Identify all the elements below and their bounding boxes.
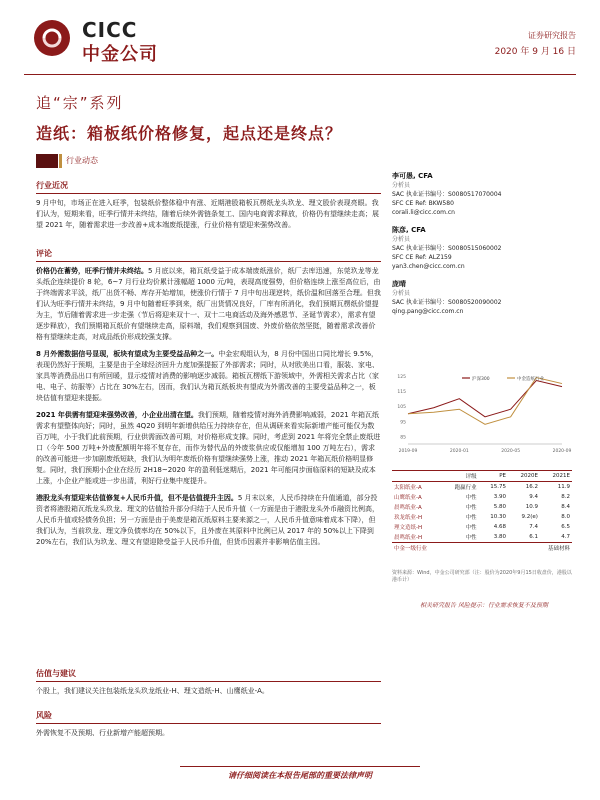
section-valuation xyxy=(36,668,381,697)
analyst-name: 庞晴 xyxy=(392,280,406,288)
analyst-email[interactable]: yan3.chen@cicc.com.cn xyxy=(392,263,465,270)
valuation-text: 个股上，我们建议关注包装纸龙头玖龙纸业-H、理文造纸-H、山鹰纸业-A。 xyxy=(36,687,269,695)
table-cell: 跑赢行业 xyxy=(454,485,477,491)
table-cell: 玖龙纸业-H xyxy=(394,515,423,521)
table-row xyxy=(392,522,572,532)
table-cell: 16.2 xyxy=(525,484,538,490)
comment-p4-body: 5 月末以来，人民币持续在升值通道，部分投资者将港股箱瓦纸龙头玖龙、理文的估值拾升部分归结于人民币升值（一方面是由于港股龙头外币融资比例高，人民币升值或轻债务负担；另一方面是由于美废是箱瓦纸原料主要来源之一，人民币升值意味着成本下降），但我们认为，当前玖龙、理文净负债率均在 50%以下，且外废在其原料中比例已从 2017 年的 50%以上下降到 20%左右，我们认为玖龙、理文有望迎除受益于人民币升值，但货币因素并非影响估值主因。 xyxy=(36,494,379,546)
y-tick-label: 105 xyxy=(397,405,406,411)
x-tick-label: 2020-09 xyxy=(552,449,572,454)
footer-divider xyxy=(180,766,420,767)
table-header-cell: 评级 xyxy=(440,471,479,482)
table-cell: 山鹰纸业-A xyxy=(394,495,422,501)
table-cell: 4.68 xyxy=(493,524,506,530)
comment-p2 xyxy=(36,349,381,404)
analyst-name: 李可愚, CFA xyxy=(392,172,433,180)
table-header-cell: PE xyxy=(479,471,508,482)
comment-p2-lead: 8 月外需数据信号显现，板块有望成为主要受益品种之一。 xyxy=(36,350,219,358)
report-type: 证券研究报告 xyxy=(528,31,576,40)
table-cell: 太阳纸业-A xyxy=(394,485,422,491)
table-cell: 11.9 xyxy=(557,484,570,490)
analyst-role: 分析员 xyxy=(392,182,411,189)
table-cell: 中性 xyxy=(465,515,477,521)
stock-table xyxy=(392,470,572,553)
table-cell: 理文造纸-H xyxy=(394,525,423,531)
table-footer-row xyxy=(392,543,572,554)
comment-p4-lead: 港股龙头有望迎来估值修复+人民币升值，但不是估值提升主因。 xyxy=(36,494,238,502)
header-divider xyxy=(24,74,576,75)
y-tick-label: 115 xyxy=(397,390,406,396)
table-cell: 5.80 xyxy=(493,504,506,510)
table-cell: 中性 xyxy=(465,525,477,531)
table-note: 资料来源：Wind，中金公司研究部（注：股价为2020年9月15日收盘价，港股以港币计） xyxy=(392,570,572,583)
x-tick-label: 2019-09 xyxy=(398,449,418,454)
recent-text: 9 月中旬，市场正在进入旺季，包装纸价整体稳中有涨、近期港股箱板瓦楞纸龙头玖龙、理文股价表现亮眼。我们认为，短期来看，旺季行情并未终结，随着后续外需链条复工、国内电商需求释放，价格仍有望继续走高；展望 2021 年，随着需求进一步改善+成本端废纸提涨，行业价格有望迎来强势改善。 xyxy=(36,199,379,229)
report-tag: 行业动态 xyxy=(66,156,98,165)
table-cell: 晨鸣纸业-A xyxy=(394,505,422,511)
table-cell: 10.9 xyxy=(525,504,538,510)
analyst-sac: SAC 执业证书编号：S0080515060002 xyxy=(392,245,502,252)
analyst-email[interactable]: qing.pang@cicc.com.cn xyxy=(392,308,464,315)
series-line-1 xyxy=(408,378,562,425)
analyst-block-3 xyxy=(392,280,572,316)
table-row xyxy=(392,512,572,522)
table-cell: 7.4 xyxy=(529,524,538,530)
x-tick-label: 2020-01 xyxy=(449,449,469,454)
table-header-cell xyxy=(392,471,440,482)
x-tick-label: 2020-05 xyxy=(501,449,521,454)
comment-p1-body: 5 月底以来，箱瓦纸受益于成本端废纸涨价，纸厂去库迅速，东莞玖龙等龙头纸企连续提价 8 轮，6~7 月行业均价累计涨幅超 1000 元/吨，表现高度强势，但价格连续上涨至高位后，由于终端需求平淡，纸厂出货不畅、库存开始增加，使涨价行情于 7 月中旬出现逆转，纸价温和回落至合理。但我们认为旺季行情并未终结，9 月中旬随着旺季到来，纸厂出货情况良好，厂库有所消化，我们预期瓦楞纸价望提为主，节后随着需求进一步走强（节后将迎来双十一、双十二电商活动及海外感恩节、圣诞节需求），需求有望逐步释放），我们预期箱瓦纸价有望继续走高，原料端，我们观察到国废、外废价格依然坚挺，随着需求改善价格有望继续走高，对成品纸价形成较强支撑。 xyxy=(36,267,381,341)
brand-en: CICC xyxy=(82,18,138,42)
tag-bar-accent xyxy=(59,154,62,168)
table-cell: 6.5 xyxy=(561,524,570,530)
legend-label: 中金造纸行业 xyxy=(517,377,544,382)
page-title: 造纸：箱板纸价格修复，起点还是终点？ xyxy=(36,124,343,143)
analyst-sfc: SFC CE Ref: BKW580 xyxy=(392,200,454,207)
table-cell: 8.2 xyxy=(561,494,570,500)
table-cell: 4.7 xyxy=(540,532,572,543)
table-cell: 9.2(e) xyxy=(521,514,538,520)
table-header-cell: 2021E xyxy=(540,471,572,482)
risk-text: 外需恢复不及预期、行业新增产能超预期。 xyxy=(36,729,169,737)
table-cell: 3.90 xyxy=(493,494,506,500)
table-cell: 10.30 xyxy=(490,514,506,520)
table-header-cell: 2020E xyxy=(508,471,540,482)
table-row xyxy=(392,482,572,493)
analyst-email[interactable]: corali.li@cicc.com.cn xyxy=(392,209,455,216)
comment-p3-lead: 2021 年供需有望迎来强势改善，小企业出清在望。 xyxy=(36,411,198,419)
analyst-name: 陈彦, CFA xyxy=(392,226,426,234)
comment-p1 xyxy=(36,266,381,343)
analyst-role: 分析员 xyxy=(392,236,411,243)
cicc-logo-icon xyxy=(32,18,72,58)
y-tick-label: 125 xyxy=(397,375,406,380)
analyst-block-2 xyxy=(392,226,572,271)
table-cell: 9.4 xyxy=(529,494,538,500)
section-comment xyxy=(36,248,381,548)
table-cell: 6.1 xyxy=(508,532,540,543)
table-cell: 晨鸣纸业-H xyxy=(392,532,440,543)
section-recent xyxy=(36,180,381,231)
analyst-block-1 xyxy=(392,172,572,217)
report-date: 2020 年 9 月 16 日 xyxy=(494,47,576,57)
table-cell: 中性 xyxy=(440,532,479,543)
section-risk xyxy=(36,710,381,739)
section-heading-recent: 行业近况 xyxy=(36,180,381,194)
analyst-sfc: SFC CE Ref: ALZ159 xyxy=(392,254,452,261)
table-footer-left: 中金一级行业 xyxy=(394,546,428,552)
table-cell: 3.80 xyxy=(479,532,508,543)
table-cell: 中性 xyxy=(465,505,477,511)
y-tick-label: 95 xyxy=(400,420,406,426)
table-cell: 8.4 xyxy=(561,504,570,510)
section-heading-risk: 风险 xyxy=(36,710,381,724)
tag-bar xyxy=(36,154,58,168)
table-row xyxy=(392,492,572,502)
series-title: 追“宗”系列 xyxy=(36,94,124,112)
analyst-sac: SAC 执业证书编号：S0080517070004 xyxy=(392,191,502,198)
analyst-role: 分析员 xyxy=(392,290,411,297)
footer-disclaimer: 请仔细阅读在本报告尾部的重要法律声明 xyxy=(228,771,372,780)
comment-p3 xyxy=(36,410,381,487)
legend-label: 沪深300 xyxy=(472,377,490,382)
section-heading-comment: 评论 xyxy=(36,248,381,262)
table-footer-right: 基础材料 xyxy=(547,546,570,552)
table-cell: 中性 xyxy=(465,495,477,501)
comment-p4 xyxy=(36,493,381,548)
comment-p1-lead: 价格仍在蓄势，旺季行情并未终结。 xyxy=(36,267,148,275)
table-row xyxy=(392,532,572,543)
analyst-sac: SAC 执业证书编号：S0080520090002 xyxy=(392,299,502,306)
related-research: 相关研究报告 风险提示：行业需求恢复不及预期 xyxy=(420,602,548,609)
y-tick-label: 85 xyxy=(400,435,406,441)
brand-cn: 中金公司 xyxy=(82,44,158,65)
price-chart xyxy=(392,370,572,460)
comment-p3-body: 我们预期，随着疫情对海外消费影响减弱，2021 年箱瓦纸需求有望整体向好；同时，虽然 4Q20 到明年新增供给压力持续存在，但从调研来看实际新增产能可能仅为数百万吨，小于我们此前预期，行业供需面改善可期，对价格形成支撑。同时，考虑到 2021 年将完全禁止废纸进口（今年 500 万吨+外废配额明年将不复存在，而作为替代品的外废浆供应或仅能增加 100 万吨左右），需求的改善可能进一步加剧废纸短缺，我们认为明年废纸价格有望继续强势上涨，推动 2021 年箱瓦纸价格明显修复。同时，我们预期小企业在经历 2H18~2020 年的盈利低迷期后，2021 年可能同步面临原料的短缺及成本上涨，小企业产能或进一步出清，利好行业集中度提升。 xyxy=(36,411,381,485)
comment-p2-body: 中金宏观组认为，8 月份中国出口同比增长 9.5%，表现仍然好于预期，主要是由于全球经济回升力度加强提振了外部需求；同时，从对欧美出口看，服装、家电、家具等消费品出口有所回暖，显示疫情对消费的影响逐步减弱。箱板瓦楞纸下游领域中，外需相关需求占比（家电、电子、纺服等）占比在 30%左右，因而，我们认为箱瓦纸板块有望成为外需改善的主要受益品种之一，板块估值有望迎来提振。 xyxy=(36,350,379,402)
section-heading-valuation: 估值与建议 xyxy=(36,668,381,682)
table-cell: 15.75 xyxy=(490,484,506,490)
table-header-row xyxy=(392,471,572,482)
table-row xyxy=(392,502,572,512)
series-line-0 xyxy=(408,381,562,417)
table-cell: 8.0 xyxy=(561,514,570,520)
